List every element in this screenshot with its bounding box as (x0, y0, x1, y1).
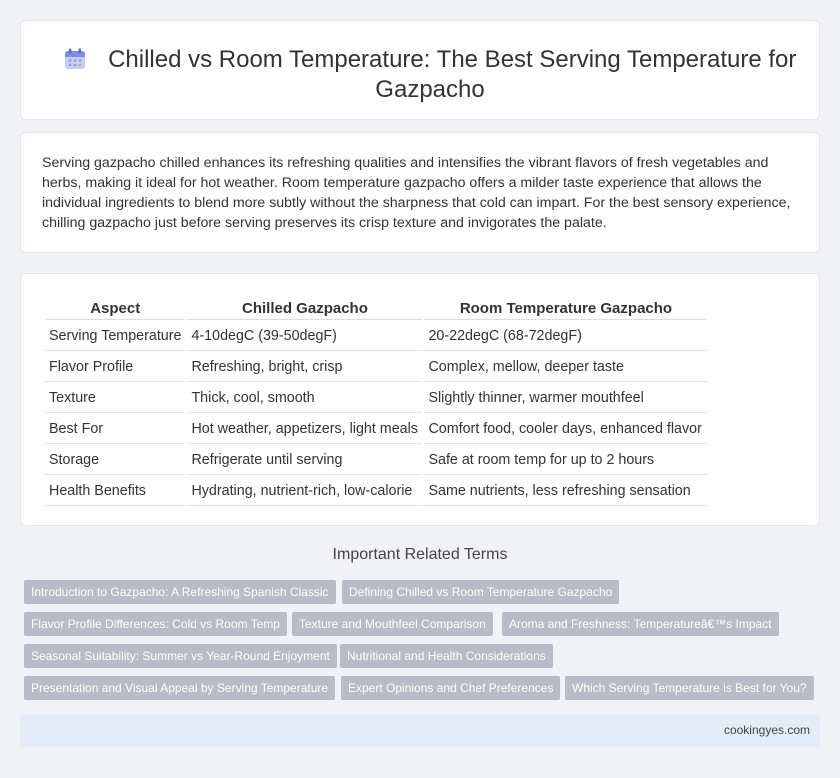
title-wrap (61, 45, 799, 105)
related-tag[interactable]: Which Serving Temperature is Best for You? (565, 676, 814, 700)
table-row (45, 446, 707, 475)
related-tag[interactable]: Texture and Mouthfeel Comparison (292, 612, 493, 636)
table-cell: Slightly thinner, warmer mouthfeel (424, 384, 707, 413)
table-row (45, 477, 707, 506)
table-row (45, 353, 707, 382)
table-row (45, 322, 707, 351)
header-aspect: Aspect (45, 296, 185, 320)
table-cell: Comfort food, cooler days, enhanced flavor (424, 415, 707, 444)
table-cell: 20-22degC (68-72degF) (424, 322, 707, 351)
table-cell: Refrigerate until serving (187, 446, 422, 475)
comparison-card (20, 273, 820, 526)
related-tag[interactable]: Flavor Profile Differences: Cold vs Room Temp (24, 612, 287, 636)
related-tag[interactable]: Nutritional and Health Considerations (340, 644, 553, 668)
header-chilled: Chilled Gazpacho (187, 296, 422, 320)
table-cell: Texture (45, 384, 185, 413)
related-tag[interactable]: Defining Chilled vs Room Temperature Gazpacho (342, 580, 619, 604)
related-tag[interactable]: Introduction to Gazpacho: A Refreshing Spanish Classic (24, 580, 336, 604)
related-tag[interactable]: Seasonal Suitability: Summer vs Year-Round Enjoyment (24, 644, 337, 668)
table-cell: Best For (45, 415, 185, 444)
intro-paragraph: Serving gazpacho chilled enhances its refreshing qualities and intensifies the vibrant flavors of fresh vegetables and herbs, making it ideal for hot weather. Room temperature gazpacho offers a milder taste experience that allows the individual ingredients to blend more subtly without the sharpness that cold can impart. For the best sensory experience, chilling gazpacho just before serving preserves its crisp texture and invigorates the palate. (42, 155, 791, 231)
related-tag[interactable]: Expert Opinions and Chef Preferences (341, 676, 560, 700)
table-header-row (45, 296, 707, 320)
table-cell: Serving Temperature (45, 322, 185, 351)
related-tag[interactable]: Aroma and Freshness: Temperatureâ€™s Impact (502, 612, 779, 636)
page-title: Chilled vs Room Temperature: The Best Serving Temperature for Gazpacho (108, 46, 797, 103)
table-row (45, 384, 707, 413)
title-card (20, 20, 820, 120)
table-cell: 4-10degC (39-50degF) (187, 322, 422, 351)
comparison-table (43, 294, 709, 508)
table-cell: Safe at room temp for up to 2 hours (424, 446, 707, 475)
table-cell: Thick, cool, smooth (187, 384, 422, 413)
related-terms-heading: Important Related Terms (332, 546, 508, 563)
table-cell: Health Benefits (45, 477, 185, 506)
table-row (45, 415, 707, 444)
related-tag[interactable]: Presentation and Visual Appeal by Serving Temperature (24, 676, 335, 700)
table-cell: Refreshing, bright, crisp (187, 353, 422, 382)
table-cell: Storage (45, 446, 185, 475)
table-cell: Same nutrients, less refreshing sensation (424, 477, 707, 506)
footer (20, 714, 820, 747)
table-cell: Hot weather, appetizers, light meals (187, 415, 422, 444)
table-cell: Hydrating, nutrient-rich, low-calorie (187, 477, 422, 506)
footer-site[interactable]: cookingyes.com (723, 723, 810, 737)
header-room-temp: Room Temperature Gazpacho (424, 296, 707, 320)
calendar-icon (64, 48, 86, 70)
intro-card (20, 132, 820, 253)
table-cell: Flavor Profile (45, 353, 185, 382)
table-cell: Complex, mellow, deeper taste (424, 353, 707, 382)
